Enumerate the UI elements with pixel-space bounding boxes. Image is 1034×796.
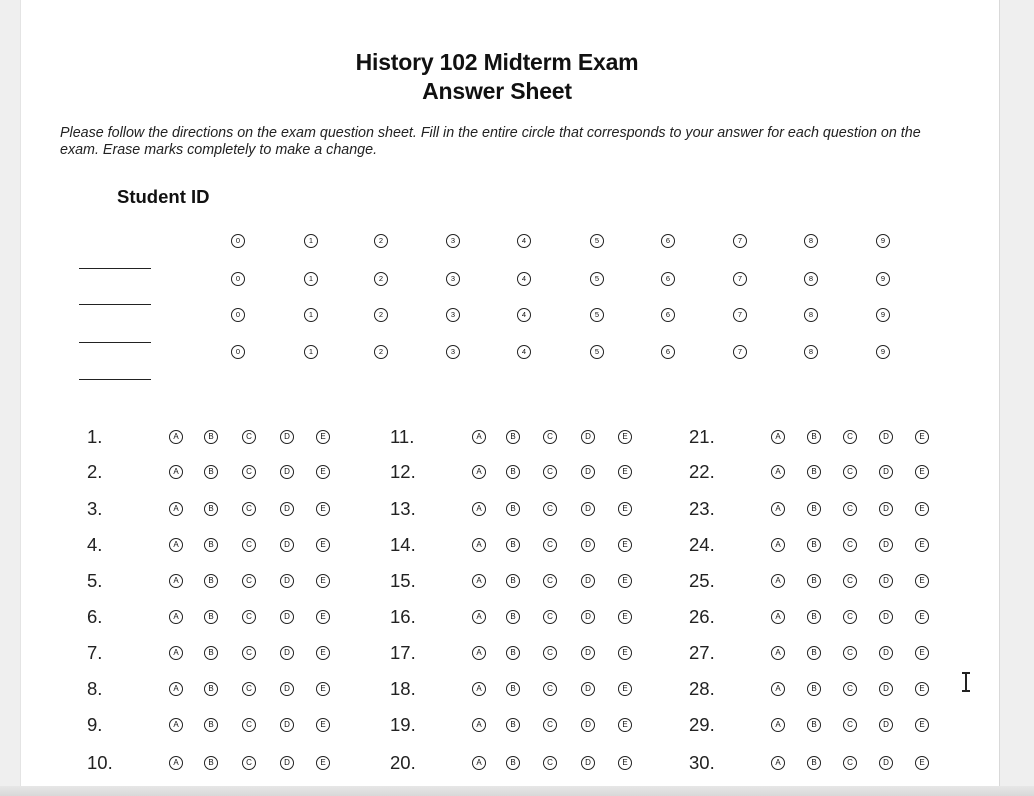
answer-choice-bubble[interactable]: D (280, 646, 294, 660)
answer-choice-bubble[interactable]: B (204, 465, 218, 479)
answer-choice-bubble[interactable]: D (280, 538, 294, 552)
question-number: 15. (390, 570, 416, 591)
student-id-digit-bubble[interactable]: 9 (876, 345, 890, 359)
answer-choice-bubble[interactable]: E (915, 646, 929, 660)
question-number: 7. (87, 642, 103, 663)
student-id-digit-bubble[interactable]: 9 (876, 272, 890, 286)
student-id-digit-bubble[interactable]: 7 (733, 272, 747, 286)
answer-choice-bubble[interactable]: E (915, 465, 929, 479)
answer-choice-bubble[interactable]: C (242, 718, 256, 732)
answer-choice-bubble[interactable]: C (242, 430, 256, 444)
answer-choice-bubble[interactable]: A (169, 646, 183, 660)
answer-choice-bubble[interactable]: B (506, 610, 520, 624)
answer-choice-bubble[interactable]: E (915, 682, 929, 696)
answer-choice-bubble[interactable]: C (242, 502, 256, 516)
answer-choice-bubble[interactable]: D (879, 646, 893, 660)
student-id-digit-bubble[interactable]: 7 (733, 345, 747, 359)
answer-choice-bubble[interactable]: E (618, 430, 632, 444)
answer-choice-bubble[interactable]: D (879, 465, 893, 479)
student-id-digit-bubble[interactable]: 1 (304, 345, 318, 359)
question-number: 25. (689, 570, 715, 591)
text-cursor-icon (961, 672, 971, 692)
answer-choice-bubble[interactable]: D (879, 538, 893, 552)
student-id-digit-bubble[interactable]: 3 (446, 234, 460, 248)
answer-choice-bubble[interactable]: E (316, 756, 330, 770)
answer-choice-bubble[interactable]: B (506, 574, 520, 588)
answer-choice-bubble[interactable]: C (843, 502, 857, 516)
answer-choice-bubble[interactable]: D (581, 502, 595, 516)
student-id-digit-bubble[interactable]: 3 (446, 345, 460, 359)
answer-choice-bubble[interactable]: A (472, 574, 486, 588)
answer-choice-bubble[interactable]: C (242, 538, 256, 552)
answer-choice-bubble[interactable]: D (581, 465, 595, 479)
question-number: 5. (87, 570, 103, 591)
answer-choice-bubble[interactable]: E (915, 574, 929, 588)
student-id-digit-bubble[interactable]: 0 (231, 234, 245, 248)
answer-choice-bubble[interactable]: B (204, 430, 218, 444)
answer-choice-bubble[interactable]: C (843, 610, 857, 624)
answer-choice-bubble[interactable]: A (169, 682, 183, 696)
question-number: 3. (87, 498, 103, 519)
student-id-blank[interactable] (79, 304, 151, 305)
student-id-digit-bubble[interactable]: 2 (374, 234, 388, 248)
question-number: 1. (87, 426, 103, 447)
answer-choice-bubble[interactable]: D (581, 756, 595, 770)
answer-choice-bubble[interactable]: E (618, 574, 632, 588)
answer-choice-bubble[interactable]: D (581, 538, 595, 552)
answer-choice-bubble[interactable]: A (771, 502, 785, 516)
answer-choice-bubble[interactable]: E (316, 718, 330, 732)
student-id-digit-bubble[interactable]: 1 (304, 308, 318, 322)
answer-choice-bubble[interactable]: B (506, 756, 520, 770)
student-id-blank[interactable] (79, 268, 151, 269)
answer-choice-bubble[interactable]: E (618, 502, 632, 516)
answer-choice-bubble[interactable]: D (879, 610, 893, 624)
answer-choice-bubble[interactable]: A (472, 756, 486, 770)
answer-choice-bubble[interactable]: D (581, 574, 595, 588)
answer-choice-bubble[interactable]: C (543, 610, 557, 624)
answer-choice-bubble[interactable]: D (280, 502, 294, 516)
student-id-digit-bubble[interactable]: 5 (590, 272, 604, 286)
answer-choice-bubble[interactable]: C (543, 502, 557, 516)
student-id-digit-bubble[interactable]: 4 (517, 308, 531, 322)
student-id-digit-bubble[interactable]: 7 (733, 234, 747, 248)
question-number: 6. (87, 606, 103, 627)
question-number: 23. (689, 498, 715, 519)
question-number: 4. (87, 534, 103, 555)
answer-choice-bubble[interactable]: E (316, 682, 330, 696)
student-id-digit-bubble[interactable]: 5 (590, 234, 604, 248)
question-number: 8. (87, 678, 103, 699)
student-id-digit-bubble[interactable]: 6 (661, 345, 675, 359)
student-id-digit-bubble[interactable]: 6 (661, 272, 675, 286)
answer-choice-bubble[interactable]: C (843, 465, 857, 479)
answer-choice-bubble[interactable]: B (506, 718, 520, 732)
answer-choice-bubble[interactable]: D (280, 465, 294, 479)
question-number: 27. (689, 642, 715, 663)
answer-choice-bubble[interactable]: B (506, 465, 520, 479)
answer-choice-bubble[interactable]: B (807, 430, 821, 444)
exam-subtitle: Answer Sheet (422, 78, 572, 104)
student-id-digit-bubble[interactable]: 4 (517, 234, 531, 248)
student-id-digit-bubble[interactable]: 0 (231, 308, 245, 322)
student-id-digit-bubble[interactable]: 1 (304, 272, 318, 286)
student-id-digit-bubble[interactable]: 1 (304, 234, 318, 248)
answer-choice-bubble[interactable]: E (316, 538, 330, 552)
answer-choice-bubble[interactable]: A (771, 682, 785, 696)
question-number: 17. (390, 642, 416, 663)
student-id-digit-bubble[interactable]: 8 (804, 234, 818, 248)
answer-choice-bubble[interactable]: D (879, 682, 893, 696)
answer-choice-bubble[interactable]: B (204, 682, 218, 696)
answer-choice-bubble[interactable]: D (280, 574, 294, 588)
question-number: 26. (689, 606, 715, 627)
answer-choice-bubble[interactable]: B (807, 756, 821, 770)
student-id-digit-bubble[interactable]: 2 (374, 308, 388, 322)
answer-choice-bubble[interactable]: E (316, 465, 330, 479)
question-number: 24. (689, 534, 715, 555)
question-number: 20. (390, 752, 416, 773)
student-id-digit-bubble[interactable]: 8 (804, 272, 818, 286)
student-id-digit-bubble[interactable]: 6 (661, 234, 675, 248)
answer-choice-bubble[interactable]: C (543, 646, 557, 660)
question-number: 12. (390, 461, 416, 482)
answer-choice-bubble[interactable]: A (472, 430, 486, 444)
answer-choice-bubble[interactable]: B (204, 538, 218, 552)
student-id-digit-bubble[interactable]: 4 (517, 272, 531, 286)
answer-choice-bubble[interactable]: B (807, 502, 821, 516)
answer-choice-bubble[interactable]: A (771, 538, 785, 552)
answer-choice-bubble[interactable]: B (807, 646, 821, 660)
question-number: 28. (689, 678, 715, 699)
answer-choice-bubble[interactable]: E (618, 538, 632, 552)
viewer-bottom-edge (0, 786, 1034, 796)
answer-choice-bubble[interactable]: E (915, 502, 929, 516)
answer-sheet-page (20, 0, 1000, 796)
exam-title: History 102 Midterm Exam (355, 49, 639, 75)
answer-choice-bubble[interactable]: D (280, 756, 294, 770)
answer-choice-bubble[interactable]: D (280, 682, 294, 696)
answer-choice-bubble[interactable]: E (618, 756, 632, 770)
student-id-digit-bubble[interactable]: 6 (661, 308, 675, 322)
answer-choice-bubble[interactable]: A (472, 682, 486, 696)
question-number: 29. (689, 714, 715, 735)
answer-choice-bubble[interactable]: A (472, 610, 486, 624)
student-id-blank[interactable] (79, 379, 151, 380)
answer-choice-bubble[interactable]: B (506, 538, 520, 552)
answer-choice-bubble[interactable]: E (915, 610, 929, 624)
student-id-digit-bubble[interactable]: 3 (446, 308, 460, 322)
answer-choice-bubble[interactable]: D (879, 756, 893, 770)
answer-choice-bubble[interactable]: C (242, 682, 256, 696)
student-id-digit-bubble[interactable]: 5 (590, 308, 604, 322)
answer-choice-bubble[interactable]: A (771, 610, 785, 624)
answer-choice-bubble[interactable]: E (618, 610, 632, 624)
student-id-digit-bubble[interactable]: 9 (876, 234, 890, 248)
question-number: 2. (87, 461, 103, 482)
answer-choice-bubble[interactable]: B (506, 430, 520, 444)
answer-choice-bubble[interactable]: D (879, 502, 893, 516)
student-id-blank[interactable] (79, 342, 151, 343)
answer-choice-bubble[interactable]: A (771, 465, 785, 479)
student-id-digit-bubble[interactable]: 9 (876, 308, 890, 322)
student-id-digit-bubble[interactable]: 7 (733, 308, 747, 322)
answer-choice-bubble[interactable]: C (543, 538, 557, 552)
answer-choice-bubble[interactable]: B (807, 682, 821, 696)
question-number: 9. (87, 714, 103, 735)
answer-choice-bubble[interactable]: B (506, 502, 520, 516)
answer-choice-bubble[interactable]: E (915, 718, 929, 732)
answer-choice-bubble[interactable]: E (618, 646, 632, 660)
answer-choice-bubble[interactable]: A (472, 646, 486, 660)
answer-choice-bubble[interactable]: C (843, 756, 857, 770)
exam-directions: Please follow the directions on the exam question sheet. Fill in the entire circle that corresponds to your answer for each question on the exam. Erase marks completely to make a change. (60, 125, 921, 158)
student-id-digit-bubble[interactable]: 2 (374, 272, 388, 286)
answer-choice-bubble[interactable]: A (472, 538, 486, 552)
answer-choice-bubble[interactable]: A (169, 718, 183, 732)
question-number: 10. (87, 752, 113, 773)
answer-choice-bubble[interactable]: C (843, 646, 857, 660)
question-number: 14. (390, 534, 416, 555)
answer-choice-bubble[interactable]: D (280, 610, 294, 624)
answer-choice-bubble[interactable]: C (843, 538, 857, 552)
answer-choice-bubble[interactable]: E (316, 502, 330, 516)
answer-choice-bubble[interactable]: E (618, 682, 632, 696)
answer-choice-bubble[interactable]: C (843, 718, 857, 732)
answer-choice-bubble[interactable]: A (472, 502, 486, 516)
answer-choice-bubble[interactable]: C (543, 574, 557, 588)
answer-choice-bubble[interactable]: E (316, 430, 330, 444)
student-id-digit-bubble[interactable]: 5 (590, 345, 604, 359)
answer-choice-bubble[interactable]: E (915, 756, 929, 770)
answer-choice-bubble[interactable]: C (242, 610, 256, 624)
answer-choice-bubble[interactable]: A (771, 574, 785, 588)
answer-choice-bubble[interactable]: B (204, 718, 218, 732)
answer-choice-bubble[interactable]: C (242, 646, 256, 660)
answer-choice-bubble[interactable]: D (879, 574, 893, 588)
answer-choice-bubble[interactable]: A (771, 646, 785, 660)
answer-choice-bubble[interactable]: D (879, 718, 893, 732)
answer-choice-bubble[interactable]: B (807, 465, 821, 479)
answer-choice-bubble[interactable]: C (543, 430, 557, 444)
answer-choice-bubble[interactable]: C (843, 682, 857, 696)
answer-choice-bubble[interactable]: C (543, 756, 557, 770)
answer-choice-bubble[interactable]: B (807, 538, 821, 552)
student-id-digit-bubble[interactable]: 2 (374, 345, 388, 359)
question-number: 19. (390, 714, 416, 735)
answer-choice-bubble[interactable]: D (581, 430, 595, 444)
answer-choice-bubble[interactable]: D (581, 646, 595, 660)
answer-choice-bubble[interactable]: B (807, 718, 821, 732)
answer-choice-bubble[interactable]: E (316, 646, 330, 660)
student-id-digit-bubble[interactable]: 8 (804, 308, 818, 322)
answer-choice-bubble[interactable]: D (879, 430, 893, 444)
question-number: 16. (390, 606, 416, 627)
answer-choice-bubble[interactable]: C (242, 465, 256, 479)
answer-choice-bubble[interactable]: C (843, 430, 857, 444)
answer-choice-bubble[interactable]: C (543, 465, 557, 479)
question-number: 22. (689, 461, 715, 482)
student-id-digit-bubble[interactable]: 8 (804, 345, 818, 359)
answer-choice-bubble[interactable]: B (807, 574, 821, 588)
student-id-digit-bubble[interactable]: 4 (517, 345, 531, 359)
student-id-digit-bubble[interactable]: 0 (231, 272, 245, 286)
answer-choice-bubble[interactable]: C (843, 574, 857, 588)
answer-choice-bubble[interactable]: E (618, 465, 632, 479)
answer-choice-bubble[interactable]: E (618, 718, 632, 732)
question-number: 21. (689, 426, 715, 447)
answer-choice-bubble[interactable]: E (915, 430, 929, 444)
answer-choice-bubble[interactable]: D (581, 718, 595, 732)
answer-choice-bubble[interactable]: A (169, 538, 183, 552)
answer-choice-bubble[interactable]: C (543, 718, 557, 732)
answer-choice-bubble[interactable]: A (169, 756, 183, 770)
answer-choice-bubble[interactable]: A (169, 465, 183, 479)
answer-choice-bubble[interactable]: B (204, 756, 218, 770)
answer-choice-bubble[interactable]: B (506, 682, 520, 696)
question-number: 13. (390, 498, 416, 519)
question-number: 30. (689, 752, 715, 773)
answer-choice-bubble[interactable]: A (169, 574, 183, 588)
answer-choice-bubble[interactable]: A (771, 756, 785, 770)
answer-choice-bubble[interactable]: C (543, 682, 557, 696)
answer-choice-bubble[interactable]: E (316, 610, 330, 624)
answer-choice-bubble[interactable]: A (169, 502, 183, 516)
answer-choice-bubble[interactable]: C (242, 756, 256, 770)
answer-choice-bubble[interactable]: E (915, 538, 929, 552)
answer-choice-bubble[interactable]: B (204, 646, 218, 660)
question-number: 11. (390, 426, 415, 447)
answer-choice-bubble[interactable]: A (169, 610, 183, 624)
answer-choice-bubble[interactable]: A (771, 430, 785, 444)
answer-choice-bubble[interactable]: B (204, 502, 218, 516)
question-number: 18. (390, 678, 416, 699)
answer-choice-bubble[interactable]: A (771, 718, 785, 732)
answer-choice-bubble[interactable]: B (204, 610, 218, 624)
answer-choice-bubble[interactable]: D (581, 682, 595, 696)
answer-choice-bubble[interactable]: D (280, 718, 294, 732)
answer-choice-bubble[interactable]: B (506, 646, 520, 660)
answer-choice-bubble[interactable]: C (242, 574, 256, 588)
answer-choice-bubble[interactable]: D (581, 610, 595, 624)
answer-choice-bubble[interactable]: B (807, 610, 821, 624)
answer-choice-bubble[interactable]: A (169, 430, 183, 444)
student-id-digit-bubble[interactable]: 0 (231, 345, 245, 359)
student-id-digit-bubble[interactable]: 3 (446, 272, 460, 286)
answer-choice-bubble[interactable]: A (472, 465, 486, 479)
answer-choice-bubble[interactable]: A (472, 718, 486, 732)
answer-choice-bubble[interactable]: E (316, 574, 330, 588)
answer-choice-bubble[interactable]: D (280, 430, 294, 444)
answer-choice-bubble[interactable]: B (204, 574, 218, 588)
student-id-label: Student ID (117, 186, 210, 207)
